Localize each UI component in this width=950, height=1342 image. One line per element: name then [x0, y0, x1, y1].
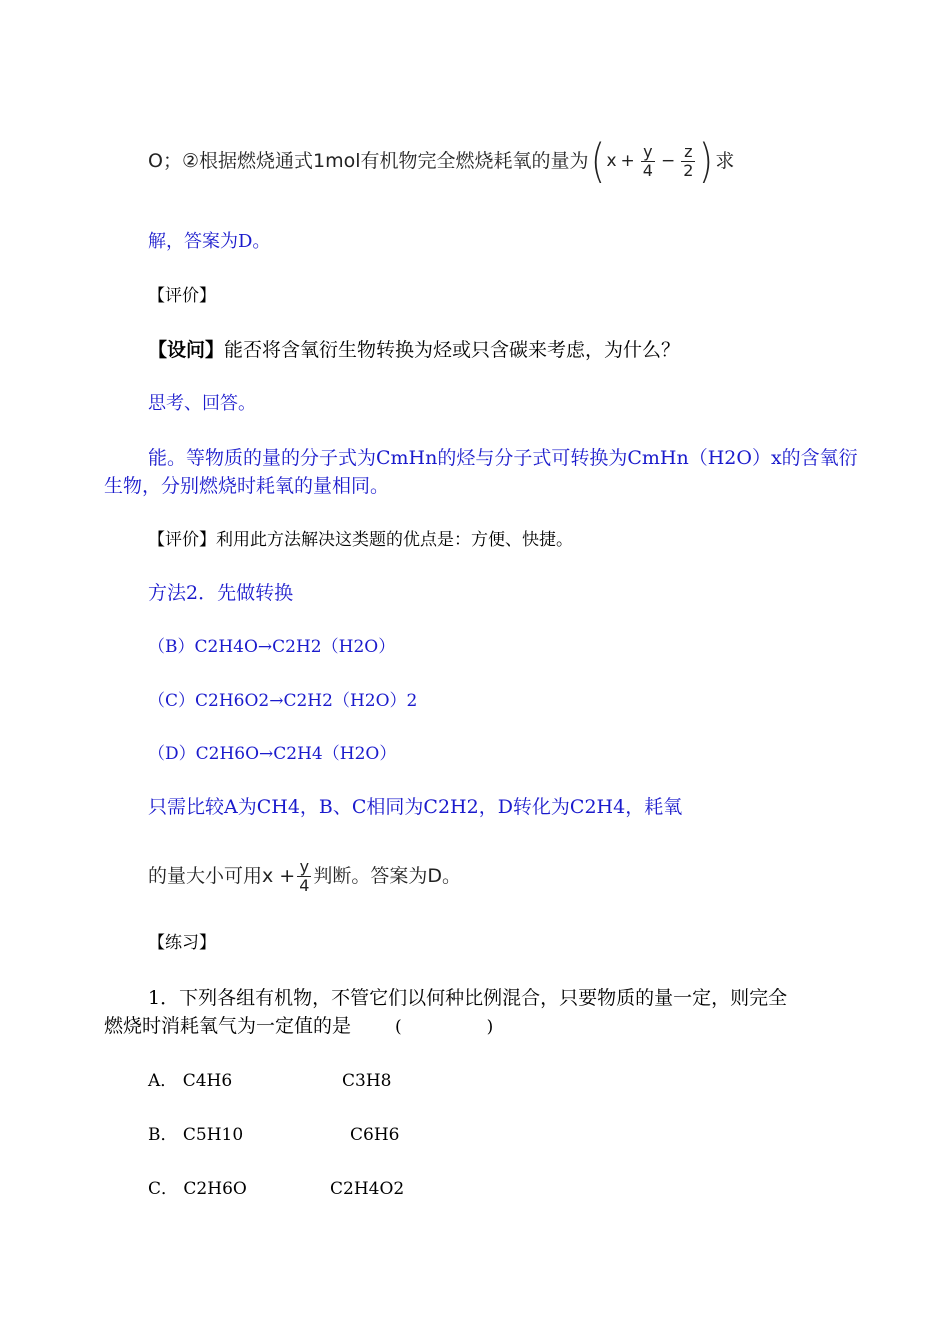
- evaluation-body: 利用此方法解决这类题的优点是：方便、快捷。: [216, 530, 573, 550]
- left-paren: (: [590, 134, 605, 188]
- conversion-row: [148, 639, 395, 656]
- option-a-compound-2: C3H8: [342, 1071, 392, 1091]
- conversion-row: [148, 693, 417, 710]
- option-letter: C．: [148, 1179, 179, 1199]
- practice-heading: 【练习】: [148, 933, 216, 953]
- evaluation-line: [148, 532, 573, 549]
- fraction-denominator: 4: [642, 160, 653, 180]
- question-1-line-1: 1．下列各组有机物，不管它们以何种比例混合，只要物质的量一定，则完全: [148, 987, 788, 1009]
- explanation-line-1: 能。等物质的量的分子式为CmHn的烃与分子式可转换为CmHn（H2O）x的含氧衍: [148, 447, 858, 469]
- formula-text-pre: O；②根据燃烧通式1mol有机物完全燃烧耗氧的量为: [148, 149, 589, 172]
- formula-minus: −: [660, 150, 676, 171]
- answer-line: 解，答案为D。: [148, 231, 271, 252]
- fraction-denominator: 2: [683, 160, 694, 180]
- judgement-pre: 的量大小可用x +: [148, 864, 296, 887]
- question-head: 【设问】: [148, 339, 225, 361]
- judgement-line: [148, 852, 461, 900]
- fraction-y-over-4: [641, 143, 655, 180]
- option-compound-1: C5H10: [182, 1125, 244, 1145]
- formula-x: x: [606, 150, 617, 171]
- think-answer-line: 思考、回答。: [148, 393, 256, 414]
- comparison-line: 只需比较A为CH4，B、C相同为C2H2，D转化为C2H4，耗氧: [148, 796, 683, 818]
- question-line: [148, 341, 680, 360]
- fraction-numerator: z: [681, 143, 695, 162]
- judgement-post: 判断。答案为D。: [313, 864, 462, 887]
- fraction-numerator: y: [297, 858, 311, 877]
- formula-plus: +: [620, 150, 635, 171]
- option-compound-1: C4H6: [182, 1071, 233, 1091]
- option-b-compound-2: C6H6: [350, 1125, 400, 1145]
- evaluation-head: 【评价】: [148, 530, 216, 550]
- formula-line: [148, 135, 734, 187]
- formula-text-post: 求: [715, 149, 735, 172]
- option-letter: B．: [148, 1125, 178, 1145]
- conversion-row: [148, 746, 396, 763]
- option-a: [148, 1073, 232, 1090]
- method-2-heading: 方法2．先做转换: [148, 582, 294, 604]
- conversion-source: （B）C2H4O: [148, 637, 258, 657]
- answer-bracket: ( ): [395, 1017, 494, 1037]
- question-body: 能否将含氧衍生物转换为烃或只含碳来考虑，为什么？: [224, 339, 681, 361]
- conversion-source: （C）C2H6O2: [148, 691, 270, 711]
- question-1-line-2: [104, 1017, 493, 1036]
- conversion-result: C2H2（H2O）: [272, 637, 396, 657]
- arrow-icon: →: [257, 637, 273, 657]
- arrow-icon: →: [269, 691, 284, 711]
- option-compound-1: C2H6O: [183, 1179, 247, 1199]
- evaluation-heading: 【评价】: [148, 286, 216, 306]
- explanation-line-2: 生物，分别燃烧时耗氧的量相同。: [104, 475, 390, 497]
- arrow-icon: →: [259, 744, 274, 764]
- conversion-source: （D）C2H6O: [148, 744, 260, 764]
- option-b: [148, 1127, 243, 1144]
- option-c: [148, 1181, 247, 1198]
- question-1-text: 燃烧时消耗氧气为一定值的是: [104, 1015, 352, 1037]
- right-paren: ): [699, 134, 714, 188]
- option-c-compound-2: C2H4O2: [330, 1179, 405, 1199]
- fraction-y-over-4: [297, 858, 311, 895]
- conversion-result: C2H2（H2O）2: [283, 691, 418, 711]
- fraction-denominator: 4: [299, 875, 310, 895]
- fraction-numerator: y: [641, 143, 655, 162]
- fraction-z-over-2: [681, 143, 695, 180]
- option-letter: A．: [148, 1071, 178, 1091]
- conversion-result: C2H4（H2O）: [273, 744, 397, 764]
